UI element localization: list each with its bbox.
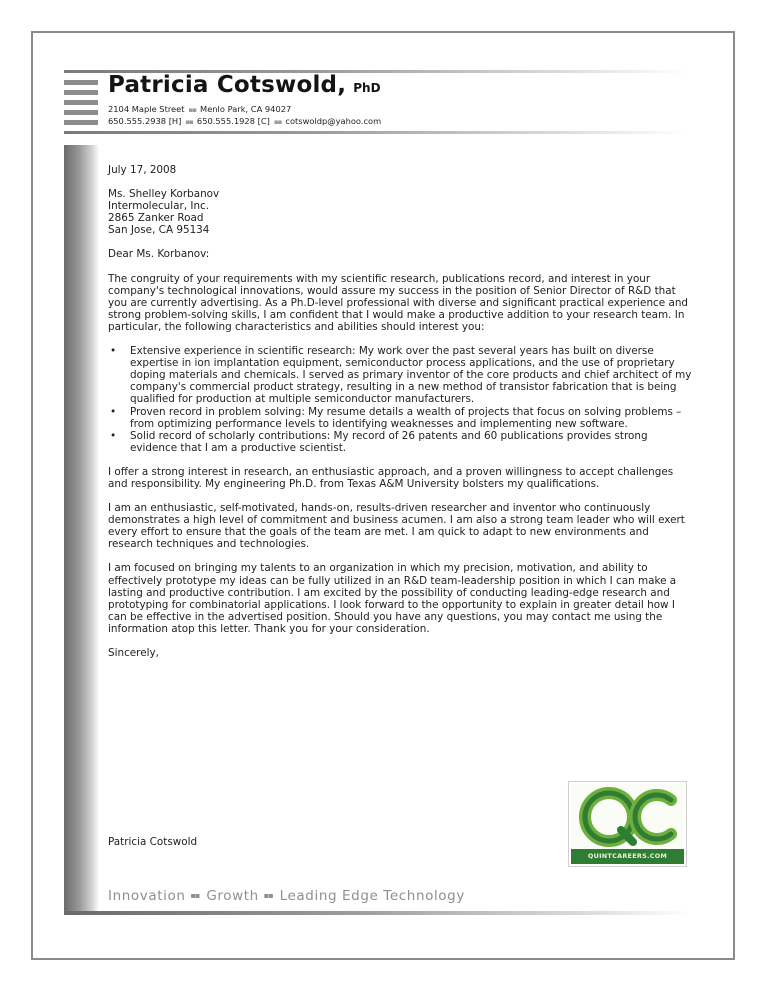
cell-phone: 650.555.1928 [C] <box>196 116 270 126</box>
paragraph: I am an enthusiastic, self-motivated, hands-on, results-driven researcher and inventor who continuously demonstrates a high level of commitment and business acumen. I am also a strong team leader who will exert every effort to ensure that the goals of the team are met. I am quick to adapt to new environments and research techniques and technologies. <box>108 502 685 551</box>
list-item-text: Proven record in problem solving: My resume details a wealth of projects that focus on solving problems – from optimizing performance levels to identifying weaknesses and implementing new software. <box>130 405 682 430</box>
footer-item: Leading Edge Technology <box>279 888 465 904</box>
street-address: 2104 Maple Street <box>108 104 185 114</box>
header-bar <box>64 100 98 105</box>
separator-icon: ▪▪ <box>188 106 197 114</box>
contact-line-1 <box>108 104 291 114</box>
signature-name: Patricia Cotswold <box>108 836 198 848</box>
header-bar <box>64 80 98 85</box>
list-item <box>108 406 693 430</box>
city-state-zip: Menlo Park, CA 94027 <box>200 104 292 114</box>
quintcareers-logo <box>568 781 687 867</box>
applicant-credential: PhD <box>353 81 381 95</box>
recipient-line: 2865 Zanker Road <box>108 212 204 225</box>
header-stripe <box>64 131 689 134</box>
email-address: cotswoldp@yahoo.com <box>285 116 382 126</box>
bullet-icon: • <box>110 405 117 418</box>
paragraph: I am focused on bringing my talents to an organization in which my precision, motivation, and ability to effectively prototype my ideas can be fully utilized in an R&D team-leadership position in which I can make a lasting and productive contribution. I am excited by the possibility of conducting leading-edge research and prototyping for combinatorial applications. I look forward to the opportunity to explain in greater detail how I can be effective in the advertised position. Should you have any questions, you may contact me using the information atop this letter. Thank you for your consideration. <box>108 562 677 635</box>
contact-line-2 <box>108 116 381 126</box>
separator-icon: ▪▪ <box>263 891 273 900</box>
letter-date: July 17, 2008 <box>108 164 177 176</box>
footer-stripe <box>64 911 689 915</box>
header-bar <box>64 90 98 95</box>
separator-icon: ▪▪ <box>185 118 193 126</box>
paragraph: I offer a strong interest in research, an enthusiastic approach, and a proven willingness to accept challenges and responsibility. My engineering Ph.D. from Texas A&M University bolsters my qualifications. <box>108 465 674 490</box>
list-item <box>108 345 693 405</box>
letter-body <box>108 164 693 671</box>
footer-tagline <box>108 888 465 904</box>
left-gradient-bar <box>64 145 98 912</box>
header-bar <box>64 120 98 125</box>
list-item <box>108 430 693 454</box>
header-bar <box>64 110 98 115</box>
separator-icon: ▪▪ <box>273 118 282 126</box>
qc-logo-icon <box>571 784 686 850</box>
footer-item: Growth <box>206 888 259 904</box>
letterhead-name <box>108 72 381 98</box>
bullet-icon: • <box>110 345 117 358</box>
recipient-line: Intermolecular, Inc. <box>108 200 210 213</box>
applicant-name: Patricia Cotswold, <box>108 72 347 98</box>
intro-paragraph: The congruity of your requirements with my scientific research, publications record, and interest in your company's technological innovations, would assure my success in the position of Senior Director of R&D that you are currently advertising. As a Ph.D-level professional with diverse and significant practical experience and strong problem-solving skills, I am confident that I would make a productive addition to your research team. In particular, the following characteristics and abilities should interest you: <box>108 272 688 333</box>
bullet-icon: • <box>110 429 117 442</box>
salutation: Dear Ms. Korbanov: <box>108 248 210 261</box>
list-item-text: Extensive experience in scientific research: My work over the past several years has built on diverse expertise in ion implantation equipment, semiconductor process applications, and the use of proprietary doping materials and chemicals. I served as primary inventor of the core products and chief architect of my company's commercial product strategy, resulting in a new method of transistor fabrication that is being qualified for production at multiple semiconductor manufacturers. <box>130 345 692 406</box>
closing: Sincerely, <box>108 647 159 659</box>
recipient-line: San Jose, CA 95134 <box>108 224 210 237</box>
recipient-line: Ms. Shelley Korbanov <box>108 188 220 201</box>
separator-icon: ▪▪ <box>190 891 200 900</box>
home-phone: 650.555.2938 [H] <box>108 116 182 126</box>
recipient-address <box>108 188 693 236</box>
qualifications-list <box>108 345 693 454</box>
footer-item: Innovation <box>108 888 186 904</box>
logo-caption: QUINTCAREERS.COM <box>571 849 684 864</box>
list-item-text: Solid record of scholarly contributions: My record of 26 patents and 60 publications provides strong evidence that I am a productive scientist. <box>130 429 648 454</box>
